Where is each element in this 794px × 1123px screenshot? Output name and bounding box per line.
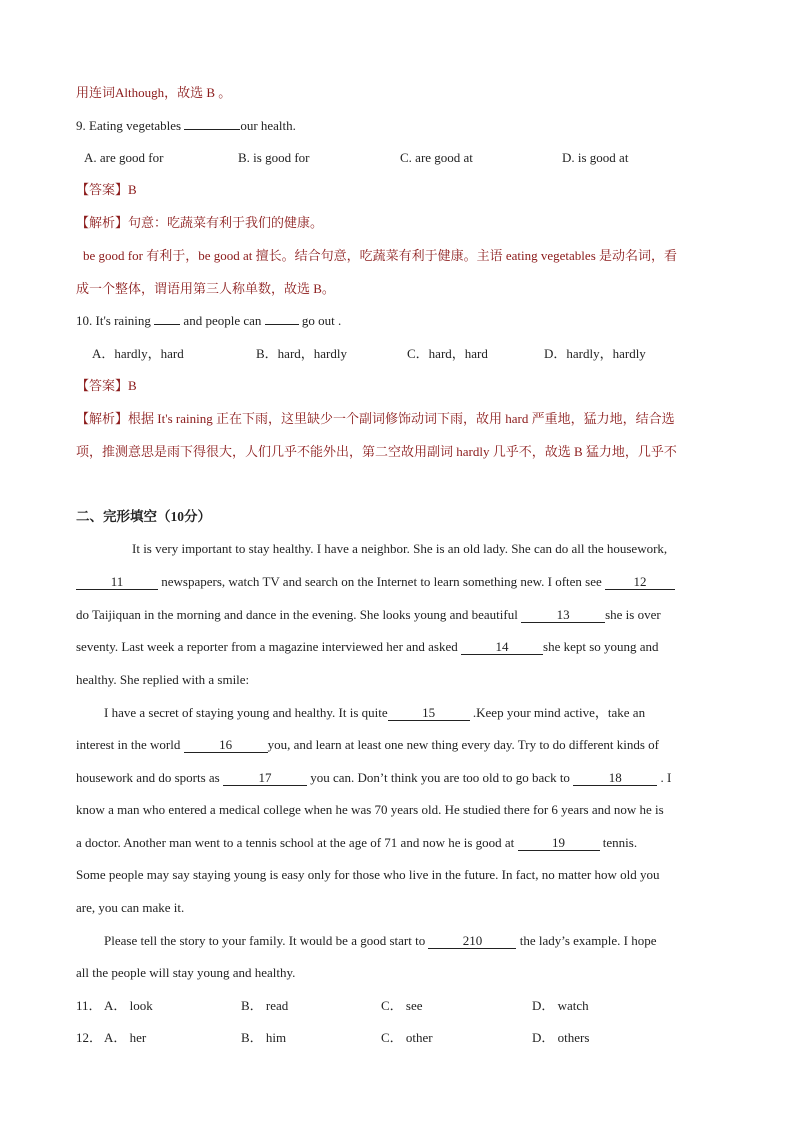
q12-option-c: C． other	[381, 1030, 433, 1045]
text: you, and learn at least one new thing every day. Try to do different kinds of	[267, 737, 659, 752]
text: 项，推测意思是雨下得很大，人们几乎不能外出，第二空故用副词	[76, 444, 454, 459]
text: a doctor. Another man went to a tennis school at the age of 71 and now he is good at	[76, 835, 518, 850]
passage-line-9: know a man who entered a medical college when he was 70 years old. He studied there for 6 years and now he is	[76, 802, 664, 817]
text: 用连词	[76, 85, 116, 100]
passage-line-4	[76, 638, 659, 656]
passage-line-6	[104, 704, 645, 722]
text: . I	[657, 770, 672, 785]
q10-answer	[76, 377, 137, 395]
q9-answer	[76, 181, 137, 199]
passage-line-13	[104, 932, 657, 950]
passage-line-1: It is very important to stay healthy. I have a neighbor. She is an old lady. She can do all the housework,	[132, 541, 668, 556]
q11-number: 11．	[76, 998, 102, 1013]
text: 是动名词，看	[599, 248, 678, 263]
passage-line-2	[76, 573, 675, 591]
cloze-blank-20: 210	[428, 933, 516, 949]
q12-option-a: A． her	[104, 1030, 147, 1045]
section-title: 二、完形填空（10分）	[76, 509, 211, 524]
cloze-blank-16: 16	[184, 737, 268, 753]
text: be good for	[83, 248, 143, 263]
text: 正在下雨，这里缺少一个副词修饰动词下雨，故用	[215, 411, 502, 426]
q10-blank-1	[154, 324, 180, 325]
q9-option-b: B. is good for	[238, 150, 310, 165]
text: 擅长。结合句意，吃蔬菜有利于健康。主语	[255, 248, 503, 263]
answer-label: 【答案】	[76, 182, 129, 197]
prev-explanation-end	[76, 84, 231, 102]
passage-line-7	[76, 736, 659, 754]
cloze-blank-15: 15	[388, 705, 470, 721]
cloze-blank-12: 12	[605, 574, 675, 590]
q9-stem	[76, 117, 296, 135]
q9-blank	[184, 129, 240, 130]
text: 几乎不，故选 B 猛力地，几乎不	[492, 444, 677, 459]
passage-line-12: are, you can make it.	[76, 900, 185, 915]
q11-option-b: B． read	[241, 998, 289, 1013]
cloze-blank-13: 13	[521, 607, 605, 623]
text: she kept so young and	[543, 639, 659, 654]
text: 根据	[128, 411, 155, 426]
q9-stem-after: our health.	[240, 118, 296, 133]
text: I have a secret of staying young and healthy. It is quite	[104, 705, 388, 720]
q12-option-b: B． him	[241, 1030, 287, 1045]
q10-analysis-line2	[76, 443, 677, 461]
text: she is over	[605, 607, 661, 622]
q12-option-d: D． others	[532, 1030, 590, 1045]
analysis-text: 句意：吃蔬菜有利于我们的健康。	[128, 215, 324, 230]
text: tennis.	[599, 835, 638, 850]
text: hardly	[456, 444, 490, 459]
answer-value: B	[128, 182, 137, 197]
answer-label: 【答案】	[76, 378, 129, 393]
q9-option-d: D. is good at	[562, 150, 629, 165]
cloze-blank-11: 11	[76, 574, 158, 590]
cloze-blank-19: 19	[518, 835, 600, 851]
text: housework and do sports as	[76, 770, 223, 785]
text: It's raining	[157, 411, 213, 426]
text: you can. Don’t think you are too old to go back to	[306, 770, 574, 785]
text: go out .	[298, 313, 342, 328]
text: 有利于，	[146, 248, 199, 263]
text: hard	[505, 411, 529, 426]
text: seventy. Last week a reporter from a magazine interviewed her and asked	[76, 639, 462, 654]
analysis-label: 【解析】	[76, 411, 129, 426]
cloze-blank-14: 14	[461, 639, 543, 655]
q10-analysis-line1	[76, 410, 675, 428]
q11-option-c: C． see	[381, 998, 423, 1013]
passage-line-11: Some people may say staying young is easy only for those who live in the future. In fact, no matter how old you	[76, 867, 660, 882]
text: the lady’s example. I hope	[516, 933, 657, 948]
text: eating vegetables	[505, 248, 596, 263]
cloze-blank-18: 18	[573, 770, 657, 786]
text: Please tell the story to your family. It would be a good start to	[104, 933, 429, 948]
answer-value: B	[128, 378, 137, 393]
q11-option-a: A． look	[104, 998, 153, 1013]
text: be good at	[198, 248, 253, 263]
text: newspapers, watch TV and search on the Internet to learn something new. I often see	[158, 574, 606, 589]
q9-option-c: C. are good at	[400, 150, 473, 165]
q9-analysis-line3: 成一个整体，谓语用第三人称单数，故选 B。	[76, 281, 335, 296]
q10-option-d: D．hardly，hardly	[544, 346, 646, 361]
text: 10. It's raining	[76, 313, 155, 328]
passage-line-14: all the people will stay young and healthy.	[76, 965, 296, 980]
passage-line-5: healthy. She replied with a smile:	[76, 672, 250, 687]
text: Although	[115, 85, 165, 100]
q11-option-d: D． watch	[532, 998, 589, 1013]
text: 严重地，猛力地，结合选	[531, 411, 675, 426]
q10-stem	[76, 312, 341, 330]
passage-line-10	[76, 834, 637, 852]
q9-option-a: A. are good for	[84, 150, 164, 165]
q12-number: 12．	[76, 1030, 103, 1045]
q9-stem-before: 9. Eating vegetables	[76, 118, 185, 133]
q10-blank-2	[265, 324, 299, 325]
text: interest in the world	[76, 737, 184, 752]
text: ，故选 B 。	[164, 85, 232, 100]
q9-analysis-line1	[76, 214, 323, 232]
q10-option-b: B．hard，hardly	[256, 346, 347, 361]
text: do Taijiquan in the morning and dance in the evening. She looks young and beautiful	[76, 607, 522, 622]
cloze-blank-17: 17	[223, 770, 307, 786]
q9-analysis-line2	[83, 247, 677, 265]
q10-option-c: C．hard，hard	[407, 346, 488, 361]
passage-line-3	[76, 606, 661, 624]
q10-option-a: A．hardly，hard	[92, 346, 184, 361]
analysis-label: 【解析】	[76, 215, 129, 230]
text: and people can	[180, 313, 265, 328]
text: .Keep your mind active，take an	[469, 705, 646, 720]
passage-line-8	[76, 769, 671, 787]
